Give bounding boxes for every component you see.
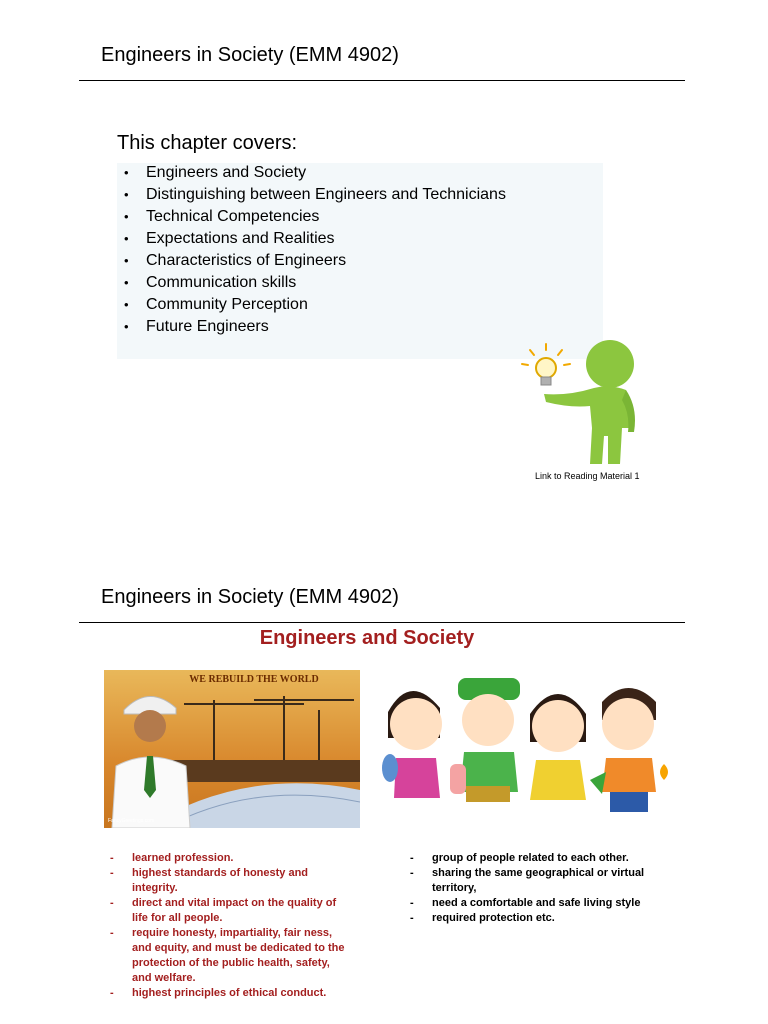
society-points <box>410 851 690 926</box>
idea-figure-icon <box>510 336 662 466</box>
list-item: - learned profession. <box>110 852 234 864</box>
covers-item: • Distinguishing between Engineers and Technicians <box>124 186 506 203</box>
bullet-icon: • <box>124 297 129 312</box>
covers-item: • Community Perception <box>124 296 308 313</box>
section-heading: Engineers and Society <box>259 627 475 649</box>
bullet-icon: • <box>124 275 129 290</box>
bullet-icon: • <box>124 187 129 202</box>
list-item: - group of people related to each other. <box>410 852 629 864</box>
covers-item: • Engineers and Society <box>124 164 307 181</box>
bullet-icon: • <box>124 319 129 334</box>
covers-list <box>117 163 506 339</box>
reading-material-link[interactable]: Link to Reading Material 1 <box>535 471 640 481</box>
slide2-title: Engineers in Society (EMM 4902) <box>101 586 399 608</box>
list-item: - need a comfortable and safe living style <box>410 897 641 909</box>
list-item: - direct and vital impact on the quality of life for all people. <box>110 897 337 924</box>
covers-item: • Expectations and Realities <box>124 230 335 247</box>
bullet-icon: • <box>124 165 129 180</box>
covers-heading: This chapter covers: <box>117 132 298 154</box>
covers-item: • Technical Competencies <box>124 208 320 225</box>
bullet-icon: • <box>124 253 129 268</box>
covers-item: • Future Engineers <box>124 318 269 335</box>
covers-item: • Communication skills <box>124 274 297 291</box>
bullet-icon: • <box>124 231 129 246</box>
bullet-icon: • <box>124 209 129 224</box>
watermark: FancyGreetings.com <box>108 818 155 824</box>
list-item: - sharing the same geographical or virtual territory, <box>410 867 645 894</box>
list-item: - highest principles of ethical conduct. <box>110 987 327 999</box>
slide2-divider <box>79 622 685 623</box>
engineers-points <box>110 851 350 1001</box>
list-item: - require honesty, impartiality, fair ness, and equity, and must be dedicated to the protection of the public health, safety, and welfare. <box>110 927 345 984</box>
list-item: - required protection etc. <box>410 912 555 924</box>
banner-text: WE REBUILD THE WORLD <box>189 674 319 685</box>
covers-item: • Characteristics of Engineers <box>124 252 347 269</box>
engineer-photo <box>104 670 360 828</box>
list-item: - highest standards of honesty and integrity. <box>110 867 309 894</box>
slide1-title: Engineers in Society (EMM 4902) <box>101 44 399 66</box>
children-illustration <box>380 668 680 828</box>
slide1-divider <box>79 80 685 81</box>
